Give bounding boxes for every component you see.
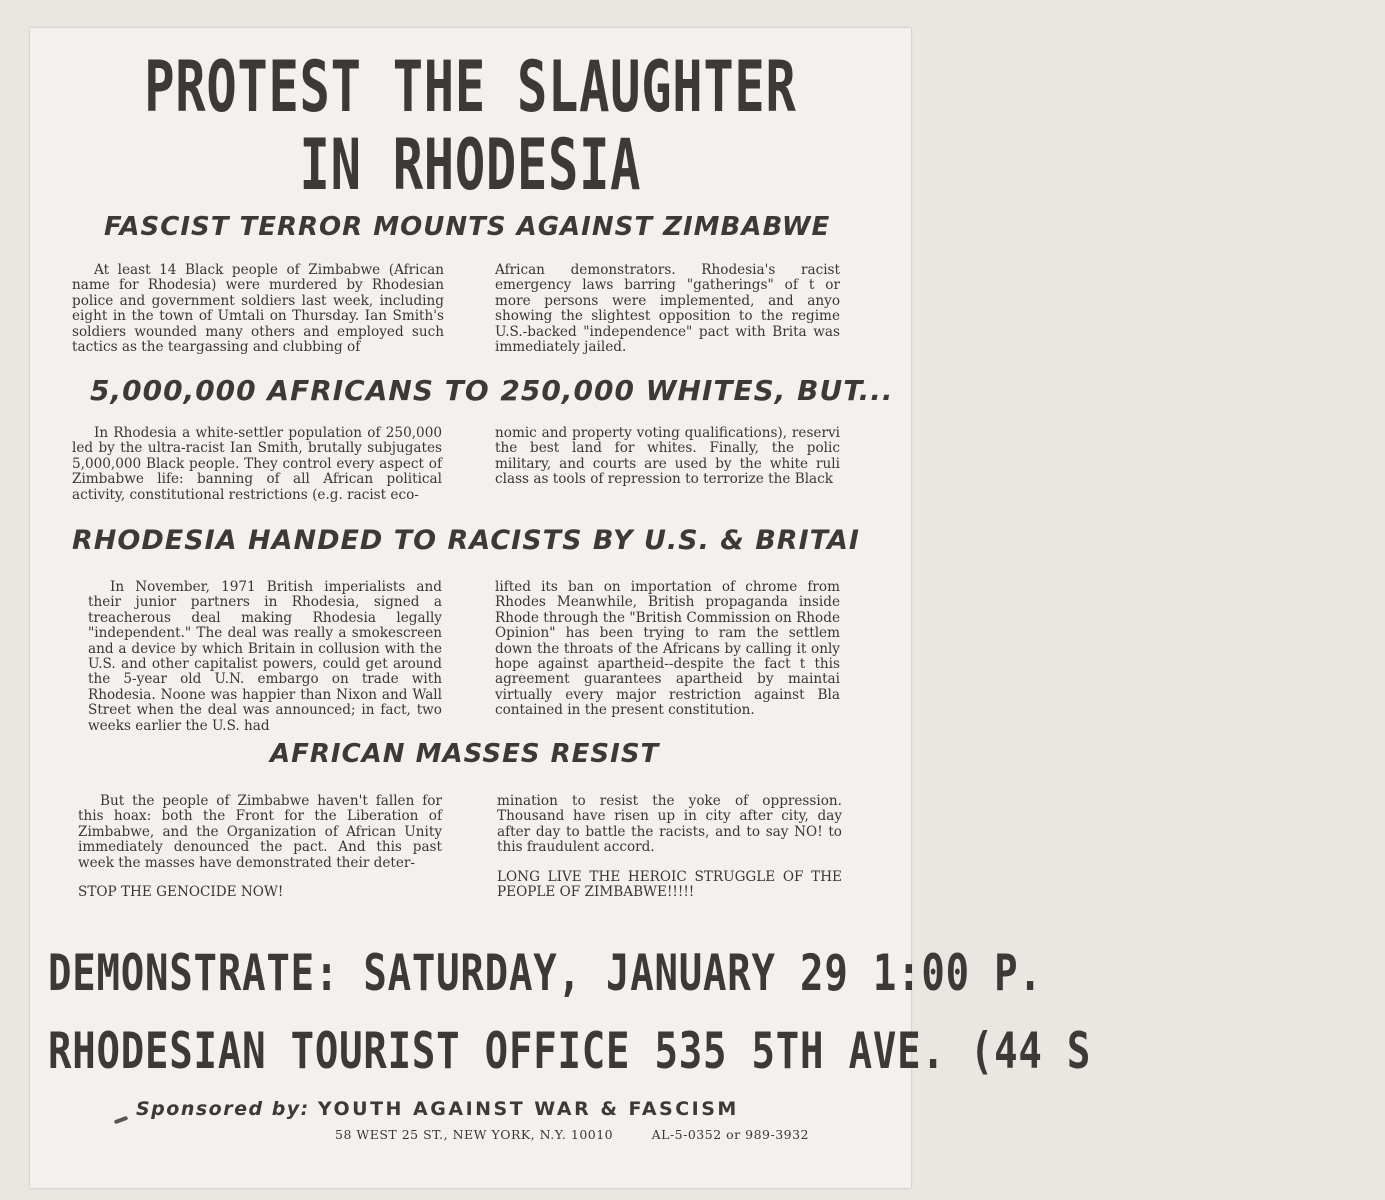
- sponsor-phone: AL-5-0352 or 989-3932: [651, 1127, 810, 1142]
- section-4-right-column: [497, 794, 842, 904]
- section-4-headline: AFRICAN MASSES RESIST: [270, 739, 660, 769]
- demonstrate-date-text: DEMONSTRATE: SATURDAY, JANUARY 29 1:00 P.: [48, 944, 1043, 1002]
- section-2-left-column: [72, 426, 442, 506]
- section-2-right-text: nomic and property voting qualifications), reservi the best land for whites. Finally, the polic military, and courts are used by the white ruli class as tools of repression to terrorize the Black: [495, 425, 840, 488]
- section-1-headline: FASCIST TERROR MOUNTS AGAINST ZIMBABWE: [104, 212, 831, 242]
- title-line-2: IN RHODESIA: [299, 124, 642, 206]
- section-1-left-text: At least 14 Black people of Zimbabwe (African name for Rhodesia) were murdered by Rhodesian police and government soldiers last week, including eight in the town of Umtali on Thursday. Ian Smith's soldiers wounded many others and employed such tactics as the teargassing and clubbing of: [72, 262, 444, 356]
- section-3-right-text: lifted its ban on importation of chrome from Rhodes Meanwhile, British propaganda inside Rhode through the "British Commission on Rhode Opinion" has been trying to ram the settlem down the throats of the Africans by calling it only hope against apartheid--despite the fact t this agreement guarantees apartheid by maintai virtually every major restriction against Bla contained in the present constitution.: [495, 579, 840, 719]
- section-2-left-text: In Rhodesia a white-settler population of 250,000 led by the ultra-racist Ian Smith, brutally subjugates 5,000,000 Black people. They control every aspect of Zimbabwe life: banning of all African political activity, constitutional restrictions (e.g. racist eco-: [72, 425, 442, 503]
- sponsor-address-line: [335, 1127, 809, 1142]
- section-4-right-text: mination to resist the yoke of oppression. Thousand have risen up in city after city, day after day to battle the racists, and to say NO! to this fraudulent accord.: [497, 793, 842, 856]
- sponsor-org: YOUTH AGAINST WAR & FASCISM: [317, 1098, 739, 1120]
- section-3-headline: RHODESIA HANDED TO RACISTS BY U.S. & BRITAI: [72, 525, 860, 556]
- section-1-left-column: [72, 263, 444, 359]
- demonstrate-location-line: [48, 1022, 1092, 1082]
- demonstrate-date-line: [48, 944, 1043, 1004]
- section-3-right-column: [495, 580, 840, 720]
- title-line-1: PROTEST THE SLAUGHTER: [144, 46, 797, 128]
- section-2-right-column: [495, 426, 840, 506]
- section-2-headline: 5,000,000 AFRICANS TO 250,000 WHITES, BUT...: [90, 374, 894, 407]
- section-3-left-column: [88, 579, 442, 734]
- section-4-left-column: [78, 794, 442, 904]
- section-1-right-text: African demonstrators. Rhodesia's racist emergency laws barring "gatherings" of t or more persons were implemented, and anyo showing the slightest opposition to the regime U.S.-backed "independence" pact with Brita was immediately jailed.: [495, 262, 840, 356]
- section-1-right-column: [495, 263, 840, 359]
- section-4-left-signoff: STOP THE GENOCIDE NOW!: [78, 884, 284, 901]
- sponsor-line: [136, 1098, 836, 1120]
- sponsor-address: 58 WEST 25 ST., NEW YORK, N.Y. 10010: [335, 1127, 614, 1142]
- demonstrate-location-text: RHODESIAN TOURIST OFFICE 535 5TH AVE. (44 S: [48, 1022, 1092, 1080]
- sponsor-label: Sponsored by:: [136, 1098, 310, 1120]
- section-4-right-signoff: LONG LIVE THE HEROIC STRUGGLE OF THE PEOPLE OF ZIMBABWE!!!!!: [497, 868, 842, 901]
- section-3-left-text: In November, 1971 British imperialists and their junior partners in Rhodesia, signed a treacherous deal making Rhodesia legally "independent." The deal was really a smokescreen and a device by which Britain in collusion with the U.S. and other capitalist powers, could get around the 5-year old U.N. embargo on trade with Rhodesia. Noone was happier than Nixon and Wall Street when the deal was announced; in fact, two weeks earlier the U.S. had: [88, 579, 442, 734]
- section-4-left-text: But the people of Zimbabwe haven't fallen for this hoax: both the Front for the Liberation of Zimbabwe, and the Organization of African Unity immediately denounced the pact. And this past week the masses have demonstrated their deter-: [78, 793, 442, 871]
